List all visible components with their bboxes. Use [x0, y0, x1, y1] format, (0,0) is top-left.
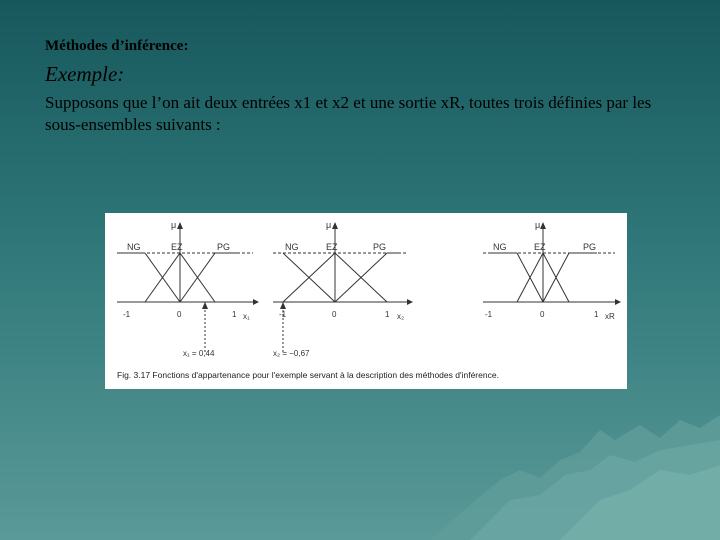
panel-2-set-ng: NG	[285, 242, 299, 252]
figure-graphics	[105, 213, 627, 389]
panel-2-set-pg: PG	[373, 242, 387, 252]
panel-2-tick-zero: 0	[332, 310, 337, 319]
panel-2-tick-neg: -1	[279, 310, 287, 319]
panel-2-input-value: x₂ = −0,67	[273, 349, 310, 358]
panel-1-tick-pos: 1	[232, 310, 237, 319]
panel-3-tick-zero: 0	[540, 310, 545, 319]
panel-1-mu-label: μ	[171, 220, 177, 230]
panel-1-input-value: x₁ = 0,44	[183, 349, 215, 358]
panel-1-axis-label: x₁	[243, 312, 250, 321]
panel-2-set-ez: EZ	[326, 242, 338, 252]
panel-3-tick-pos: 1	[594, 310, 599, 319]
panel-2-axis-label: x₂	[397, 312, 405, 321]
slide-body-text: Supposons que l’on ait deux entrées x1 et x2 et une sortie xR, toutes trois définies par les sous-ensembles suivants :	[45, 93, 652, 134]
panel-3-mu-label: μ	[535, 220, 541, 230]
panel-3-axis-label: xR	[605, 312, 615, 321]
panel-3-set-ng: NG	[493, 242, 507, 252]
membership-functions-figure	[105, 213, 627, 389]
figure-caption: Fig. 3.17 Fonctions d'appartenance pour l'exemple servant à la description des méthodes d'inférence.	[117, 370, 499, 380]
panel-3-set-pg: PG	[583, 242, 597, 252]
panel-1-set-pg: PG	[217, 242, 231, 252]
panel-1-tick-zero: 0	[177, 310, 182, 319]
panel-3-tick-neg: -1	[485, 310, 493, 319]
panel-2-mu-label: μ	[326, 220, 332, 230]
panel-1-set-ez: EZ	[171, 242, 183, 252]
slide-subheading: Exemple:	[45, 62, 125, 86]
panel-1-tick-neg: -1	[123, 310, 131, 319]
panel-2-tick-pos: 1	[385, 310, 390, 319]
panel-3	[483, 222, 621, 305]
slide-heading: Méthodes d’inférence:	[45, 38, 189, 54]
panel-3-set-ez: EZ	[534, 242, 546, 252]
panel-1-set-ng: NG	[127, 242, 141, 252]
